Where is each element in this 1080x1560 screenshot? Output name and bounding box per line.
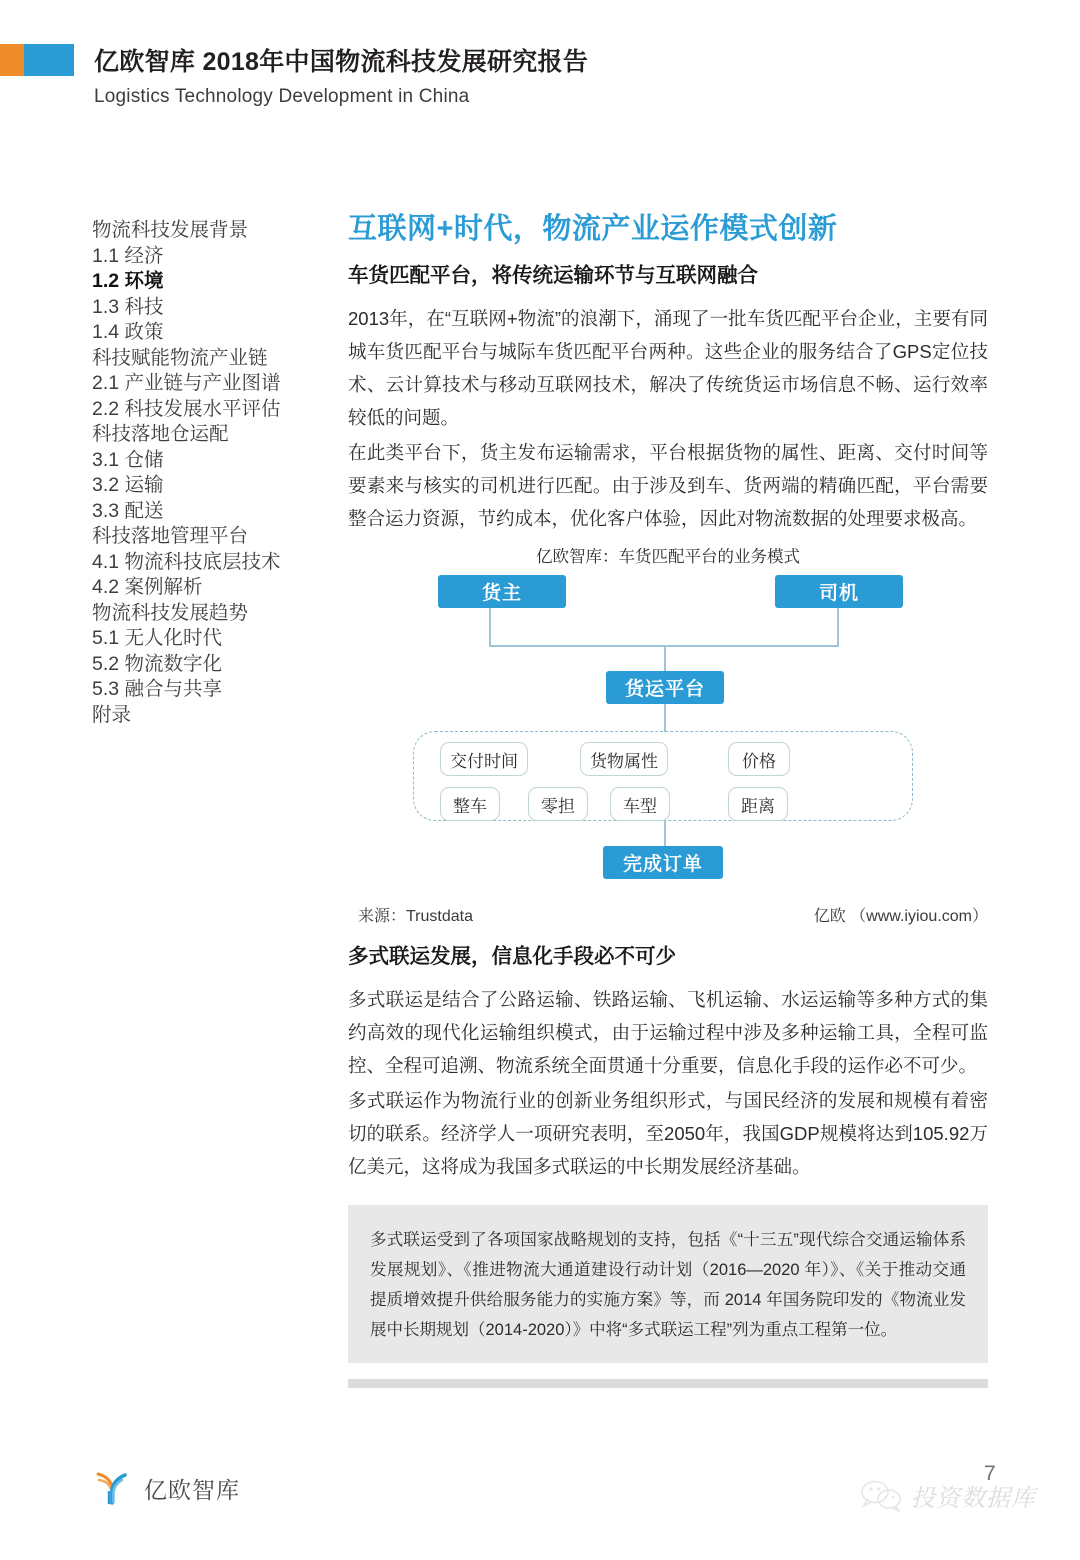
- header-swatch-blue: [24, 44, 74, 76]
- section-heading-2: 多式联运发展，信息化手段必不可少: [348, 945, 676, 968]
- business-model-flowchart: [348, 571, 988, 901]
- flow-node-shipper: 货主: [438, 575, 566, 608]
- table-of-contents: [92, 218, 327, 728]
- toc-item-3-3[interactable]: 3.3 配送: [92, 499, 164, 522]
- page-number: 7: [984, 1462, 996, 1485]
- bottom-divider: [348, 1379, 988, 1388]
- factor-chip-distance: 距离: [728, 787, 788, 821]
- factor-chip-price: 价格: [728, 742, 790, 776]
- toc-item-2-2[interactable]: 2.2 科技发展水平评估: [92, 397, 281, 420]
- page-header: [0, 44, 1080, 114]
- toc-item-2[interactable]: 科技赋能物流产业链: [92, 346, 268, 369]
- header-swatch-orange: [0, 44, 24, 76]
- toc-item-3[interactable]: 科技落地仓运配: [92, 423, 229, 445]
- factor-chip-delivery-time: 交付时间: [440, 742, 528, 776]
- report-title: 亿欧智库 2018年中国物流科技发展研究报告: [94, 48, 589, 76]
- yiou-logo-icon: [92, 1468, 132, 1508]
- factor-chip-ltl: 零担: [528, 787, 588, 821]
- section-heading-1: 车货匹配平台，将传统运输环节与互联网融合: [348, 264, 758, 287]
- watermark: [860, 1478, 1036, 1513]
- wechat-icon: [860, 1479, 902, 1513]
- section1-paragraph-2: 在此类平台下，货主发布运输需求，平台根据货物的属性、距离、交付时间等要素来与核实的司机进行匹配。由于涉及到车、货两端的精确匹配，平台需要整合运力资源，节约成本，优化客户体验，因此对物流数据的处理要求极高。: [348, 442, 988, 529]
- connector-driver-down: [837, 608, 839, 646]
- figure-source-label: 来源：Trustdata: [358, 908, 473, 925]
- toc-item-5[interactable]: 物流科技发展趋势: [92, 601, 249, 624]
- section1-paragraph-1: 2013年，在“互联网+物流”的浪潮下，涌现了一批车货匹配平台企业，主要有同城车货匹配平台与城际车货匹配平台两种。这些企业的服务结合了GPS定位技术、云计算技术与移动互联网技术，解决了传统货运市场信息不畅、运行效率较低的问题。: [348, 308, 988, 428]
- connector-factors-to-order: [664, 821, 666, 846]
- toc-item-0[interactable]: 物流科技发展背景: [92, 219, 249, 241]
- factor-chip-full-truckload: 整车: [440, 787, 500, 821]
- toc-item-4[interactable]: 科技落地管理平台: [92, 525, 249, 547]
- figure-caption: 亿欧智库：车货匹配平台的业务模式: [536, 548, 800, 566]
- toc-item-1-3[interactable]: 1.3 科技: [92, 295, 164, 318]
- toc-item-1-2-active[interactable]: 1.2 环境: [92, 270, 164, 292]
- toc-item-3-2[interactable]: 3.2 运输: [92, 474, 164, 496]
- figure-publisher-label: 亿欧 （www.iyiou.com）: [813, 908, 988, 925]
- connector-shipper-down: [489, 608, 491, 646]
- toc-item-4-1[interactable]: 4.1 物流科技底层技术: [92, 550, 281, 573]
- toc-item-appendix[interactable]: 附录: [92, 703, 132, 726]
- footer-logo-text: 亿欧智库: [144, 1477, 240, 1503]
- toc-item-2-1[interactable]: 2.1 产业链与产业图谱: [92, 372, 281, 394]
- toc-item-4-2[interactable]: 4.2 案例解析: [92, 576, 203, 598]
- footer-logo: [92, 1468, 240, 1508]
- factor-chip-cargo-attribute: 货物属性: [580, 742, 668, 776]
- factor-chip-vehicle-type: 车型: [610, 787, 670, 821]
- page-title: 互联网+时代，物流产业运作模式创新: [348, 213, 838, 245]
- main-content: [348, 210, 988, 1388]
- section2-paragraph-1: 多式联运是结合了公路运输、铁路运输、飞机运输、水运运输等多种方式的集约高效的现代化运输组织模式，由于运输过程中涉及多种运输工具，全程可监控、全程可追溯、物流系统全面贯通十分重要，信息化手段的运作必不可少。: [348, 989, 988, 1076]
- connector-platform-to-factors: [664, 704, 666, 732]
- policy-callout-text: 多式联运受到了各项国家战略规划的支持，包括《“十三五”现代综合交通运输体系发展规划》、《推进物流大通道建设行动计划（2016—2020 年）》、《关于推动交通提质增效提升供给服务能力的实施方案》等，而 2014 年国务院印发的《物流业发展中长期规划（2014-2020）》中将“多式联运工程”列为重点工程第一位。: [370, 1231, 966, 1339]
- section2-paragraph-2: 多式联运作为物流行业的创新业务组织形式，与国民经济的发展和规模有着密切的联系。经济学人一项研究表明，至2050年，我国GDP规模将达到105.92万亿美元，这将成为我国多式联运的中长期发展经济基础。: [348, 1090, 988, 1177]
- toc-item-3-1[interactable]: 3.1 仓储: [92, 448, 164, 471]
- report-subtitle-english: Logistics Technology Development in China: [94, 86, 470, 107]
- toc-item-5-1[interactable]: 5.1 无人化时代: [92, 627, 223, 649]
- flow-node-complete-order: 完成订单: [603, 846, 723, 879]
- connector-to-platform: [664, 645, 666, 671]
- watermark-text: 投资数据库: [911, 1486, 1036, 1512]
- flow-node-freight-platform: 货运平台: [606, 671, 724, 704]
- toc-item-5-3[interactable]: 5.3 融合与共享: [92, 678, 223, 700]
- toc-item-5-2[interactable]: 5.2 物流数字化: [92, 652, 223, 675]
- policy-callout-box: [348, 1205, 988, 1363]
- toc-item-1-4[interactable]: 1.4 政策: [92, 321, 164, 343]
- figure-source-row: [348, 903, 988, 929]
- toc-item-1-1[interactable]: 1.1 经济: [92, 244, 164, 267]
- flow-node-driver: 司机: [775, 575, 903, 608]
